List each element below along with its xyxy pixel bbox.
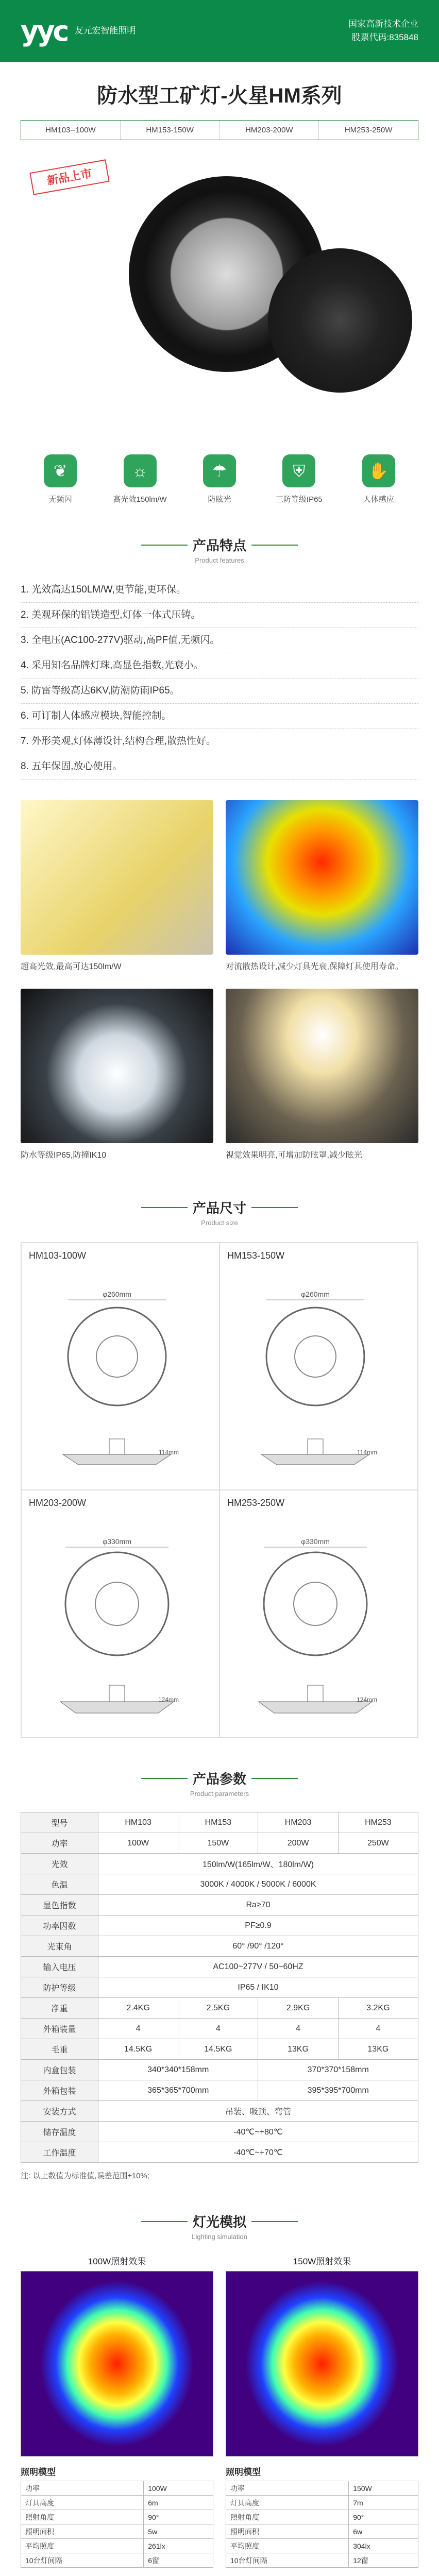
lighting-title: 150W照射效果	[293, 2257, 351, 2266]
feature-label: 无频闪	[48, 495, 72, 504]
list-item: 3. 全电压(AC100-277V)驱动,高PF值,无频闪。	[21, 628, 418, 653]
dimension-card	[21, 1243, 220, 1490]
param-key: 光束角	[21, 1936, 98, 1957]
photo-image	[21, 800, 213, 955]
lighting-key: 平均照度	[226, 2539, 349, 2553]
brand-name: 友元宏智能照明	[74, 26, 136, 36]
list-item: 4. 采用知名品牌灯珠,高显色指数,光衰小。	[21, 653, 418, 679]
table-row	[21, 2060, 418, 2080]
table-row	[21, 1957, 418, 1977]
param-key: 功率因数	[21, 1916, 98, 1936]
table-row	[21, 2101, 418, 2122]
feature-item	[109, 454, 171, 504]
param-key: 储存温度	[21, 2122, 98, 2142]
photo-caption: 超高光效,最高可达150lm/W	[21, 962, 122, 971]
lighting-value: 150W	[349, 2481, 418, 2496]
lighting-key: 灯具高度	[226, 2496, 349, 2510]
lighting-subtitle: 照明模型	[21, 2467, 56, 2477]
table-row	[226, 2496, 418, 2510]
lighting-key: 灯具高度	[21, 2496, 144, 2510]
photo-card	[226, 800, 418, 973]
model-tag: HM103--100W	[21, 121, 121, 140]
param-value: IP65 / IK10	[98, 1977, 418, 1998]
param-value: 100W	[98, 1833, 178, 1854]
param-value: 370*370*158mm	[258, 2060, 418, 2080]
photo-caption: 防水等级IP65,防撞IK10	[21, 1151, 107, 1160]
section-subtitle: Product size	[201, 1219, 238, 1227]
table-row	[21, 1977, 418, 1998]
logo	[21, 15, 136, 47]
lighting-key: 照射角度	[226, 2510, 349, 2524]
heatmap-image	[226, 2271, 418, 2456]
lighting-value: 304lx	[349, 2539, 418, 2553]
param-value: HM103	[98, 1812, 178, 1833]
section-heading	[0, 1738, 439, 1798]
param-key: 内盒包装	[21, 2060, 98, 2080]
table-row	[21, 1998, 418, 2019]
feature-label: 三防等级IP65	[275, 495, 323, 504]
section-heading	[0, 1162, 439, 1227]
lighting-card	[226, 2254, 418, 2568]
feature-item	[348, 454, 410, 504]
param-key: 工作温度	[21, 2142, 98, 2163]
param-value: 3.2KG	[338, 1998, 418, 2019]
lighting-value: 6m	[144, 2496, 213, 2510]
param-value: 150W	[178, 1833, 258, 1854]
param-key: 安装方式	[21, 2101, 98, 2122]
param-value: AC100~277V / 50~60HZ	[98, 1957, 418, 1977]
header-line-1: 国家高新技术企业	[348, 19, 418, 29]
photo-card	[21, 989, 213, 1162]
lighting-value: 90°	[349, 2510, 418, 2524]
param-value: 150lm/W(165lm/W、180lm/W)	[98, 1854, 418, 1874]
lighting-value: 6窗	[144, 2553, 213, 2568]
param-value: PF≥0.9	[98, 1916, 418, 1936]
photo-caption: 视觉效果明亮,可增加防眩罩,减少眩光	[226, 1151, 362, 1160]
table-row	[21, 1874, 418, 1895]
table-row	[226, 2510, 418, 2524]
section-title: 灯光模拟	[192, 2214, 246, 2230]
section-title: 产品尺寸	[192, 1200, 246, 1216]
table-row	[21, 2553, 213, 2568]
param-value: 14.5KG	[98, 2039, 178, 2060]
lighting-key: 照射角度	[21, 2510, 144, 2524]
param-value: HM203	[258, 1812, 338, 1833]
table-row	[226, 2539, 418, 2553]
section-subtitle: Product parameters	[190, 1790, 249, 1798]
lighting-value: 7m	[349, 2496, 418, 2510]
param-value: 2.9KG	[258, 1998, 338, 2019]
table-row	[21, 2122, 418, 2142]
table-row	[21, 1812, 418, 1833]
photo-caption: 对流散热设计,减少灯具光衰,保障灯具使用寿命。	[226, 962, 403, 971]
table-row	[21, 1916, 418, 1936]
header-info	[348, 18, 418, 44]
three-proof-icon: ⛨	[282, 454, 315, 487]
hero-image	[0, 145, 439, 434]
lighting-key: 照明面积	[226, 2524, 349, 2539]
param-value: 2.4KG	[98, 1998, 178, 2019]
param-value: 365*365*700mm	[98, 2080, 258, 2101]
lighting-value: 100W	[144, 2481, 213, 2496]
model-strip	[21, 120, 418, 140]
table-row	[226, 2553, 418, 2568]
section-title: 产品参数	[192, 1771, 246, 1787]
param-value: 395*395*700mm	[258, 2080, 418, 2101]
list-item: 7. 外形美观,灯体薄设计,结构合理,散热性好。	[21, 729, 418, 754]
param-key: 功率	[21, 1833, 98, 1854]
diameter-label: φ330mm	[103, 1537, 131, 1546]
table-row	[21, 2496, 213, 2510]
diameter-label: φ260mm	[301, 1290, 330, 1298]
lighting-card	[21, 2254, 213, 2568]
dimension-grid	[21, 1242, 418, 1738]
feature-item	[268, 454, 330, 504]
page-title: 防水型工矿灯-火星HM系列	[97, 84, 342, 107]
list-item: 8. 五年保固,放心使用。	[21, 754, 418, 779]
heatmap-image	[21, 2271, 213, 2456]
table-row	[21, 2539, 213, 2553]
feature-label: 防眩光	[208, 495, 231, 504]
feature-label: 人体感应	[363, 495, 394, 504]
top-view-drawing	[251, 1290, 380, 1418]
param-value: 4	[338, 2019, 418, 2039]
section-subtitle: Product features	[195, 556, 244, 564]
table-row	[21, 2524, 213, 2539]
table-row	[21, 2039, 418, 2060]
lighting-key: 10台灯间隔	[226, 2553, 349, 2568]
height-label: 114mm	[357, 1449, 377, 1456]
param-key: 色温	[21, 1874, 98, 1895]
feature-list	[21, 578, 418, 779]
side-view-drawing	[251, 1434, 380, 1470]
feature-icons	[0, 434, 439, 515]
param-value: 14.5KG	[178, 2039, 258, 2060]
sensor-icon: ✋	[362, 454, 395, 487]
param-value: 4	[98, 2019, 178, 2039]
dimension-card	[21, 1490, 220, 1737]
param-key: 光效	[21, 1854, 98, 1874]
param-value: -40℃~+70℃	[98, 2142, 418, 2163]
param-value: 3000K / 4000K / 5000K / 6000K	[98, 1874, 418, 1895]
param-value: Ra≥70	[98, 1895, 418, 1916]
efficiency-icon: ☼	[124, 454, 157, 487]
new-badge: 新品上市	[29, 159, 109, 195]
section-subtitle: Lighting simulation	[192, 2233, 247, 2241]
table-row	[21, 2019, 418, 2039]
feature-item	[189, 454, 250, 504]
top-view-drawing	[53, 1290, 181, 1418]
dimension-card	[220, 1490, 418, 1737]
dimension-title: HM153-150W	[227, 1250, 285, 1261]
waterproof-icon: ☂	[203, 454, 236, 487]
param-key: 外箱装量	[21, 2019, 98, 2039]
side-view-drawing	[251, 1681, 380, 1717]
table-row	[21, 1854, 418, 1874]
param-key: 防护等级	[21, 1977, 98, 1998]
feature-label: 高光效150lm/W	[113, 495, 167, 504]
photo-card	[21, 800, 213, 973]
lighting-value: 12窗	[349, 2553, 418, 2568]
param-key: 显色指数	[21, 1895, 98, 1916]
lighting-key: 功率	[21, 2481, 144, 2496]
param-value: 60° /90° /120°	[98, 1936, 418, 1957]
param-key: 型号	[21, 1812, 98, 1833]
photo-image	[226, 989, 418, 1143]
height-label: 124mm	[356, 1696, 377, 1703]
param-value: HM153	[178, 1812, 258, 1833]
side-view-drawing	[53, 1681, 181, 1717]
table-row	[226, 2481, 418, 2496]
lamp-image	[268, 248, 412, 393]
diameter-label: φ330mm	[301, 1537, 330, 1546]
model-tag: HM253-250W	[344, 126, 393, 134]
table-row	[21, 2481, 213, 2496]
photo-image	[21, 989, 213, 1143]
lighting-table	[21, 2481, 213, 2568]
lighting-key: 照明面积	[21, 2524, 144, 2539]
table-row	[21, 2142, 418, 2163]
table-row	[21, 2080, 418, 2101]
leaf-icon: ❦	[44, 454, 77, 487]
section-heading	[0, 515, 439, 564]
top-view-drawing	[251, 1537, 380, 1666]
height-label: 124mm	[158, 1696, 179, 1703]
param-value: 4	[258, 2019, 338, 2039]
model-tag: HM203-200W	[220, 121, 319, 140]
params-note: 注: 以上数值为标准值,误差范围±10%;	[21, 2172, 149, 2180]
header-line-2: 股票代码:835848	[351, 32, 418, 42]
photo-card	[226, 989, 418, 1162]
lighting-value: 90°	[144, 2510, 213, 2524]
lighting-key: 10台灯间隔	[21, 2553, 144, 2568]
param-key: 外箱包装	[21, 2080, 98, 2101]
lighting-value: 5w	[144, 2524, 213, 2539]
param-value: 4	[178, 2019, 258, 2039]
dimension-title: HM103-100W	[29, 1250, 87, 1261]
list-item: 2. 美观环保的铝镁造型,灯体一体式压铸。	[21, 603, 418, 628]
dimension-title: HM203-200W	[29, 1498, 87, 1508]
param-value: 吊装、吸顶、弯管	[98, 2101, 418, 2122]
feature-item	[29, 454, 91, 504]
section-heading	[0, 2181, 439, 2241]
list-item: 1. 光效高达150LM/W,更节能,更环保。	[21, 578, 418, 603]
lighting-grid	[21, 2254, 418, 2576]
param-value: 13KG	[258, 2039, 338, 2060]
param-value: -40℃~+80℃	[98, 2122, 418, 2142]
side-view-drawing	[53, 1434, 181, 1470]
lighting-table	[226, 2481, 418, 2568]
table-row	[21, 1936, 418, 1957]
lighting-key: 平均照度	[21, 2539, 144, 2553]
lighting-subtitle: 照明模型	[226, 2467, 261, 2477]
model-tag: HM153-150W	[121, 121, 220, 140]
photo-image	[226, 800, 418, 955]
section-title: 产品特点	[192, 538, 246, 553]
lighting-title: 100W照射效果	[88, 2257, 146, 2266]
param-value: 250W	[338, 1833, 418, 1854]
param-value: HM253	[338, 1812, 418, 1833]
param-value: 13KG	[338, 2039, 418, 2060]
param-value: 2.5KG	[178, 1998, 258, 2019]
header	[0, 0, 439, 62]
table-row	[21, 1833, 418, 1854]
dimension-card	[220, 1243, 418, 1490]
table-row	[226, 2524, 418, 2539]
lighting-value: 261lx	[144, 2539, 213, 2553]
height-label: 114mm	[158, 1449, 179, 1456]
lighting-key: 功率	[226, 2481, 349, 2496]
params-table	[21, 1812, 418, 2163]
dimension-title: HM253-250W	[227, 1498, 285, 1508]
param-key: 毛重	[21, 2039, 98, 2060]
diameter-label: φ260mm	[103, 1290, 131, 1298]
photo-grid	[21, 800, 418, 1162]
list-item: 5. 防雷等级高达6KV,防潮防雨IP65。	[21, 679, 418, 704]
top-view-drawing	[53, 1537, 181, 1666]
list-item: 6. 可订制人体感应模块,智能控制。	[21, 704, 418, 729]
param-value: 200W	[258, 1833, 338, 1854]
table-row	[21, 2510, 213, 2524]
param-value: 340*340*158mm	[98, 2060, 258, 2080]
table-row	[21, 1895, 418, 1916]
logo-mark: yyc	[21, 14, 67, 47]
param-key: 净重	[21, 1998, 98, 2019]
lighting-value: 6w	[349, 2524, 418, 2539]
param-key: 输入电压	[21, 1957, 98, 1977]
